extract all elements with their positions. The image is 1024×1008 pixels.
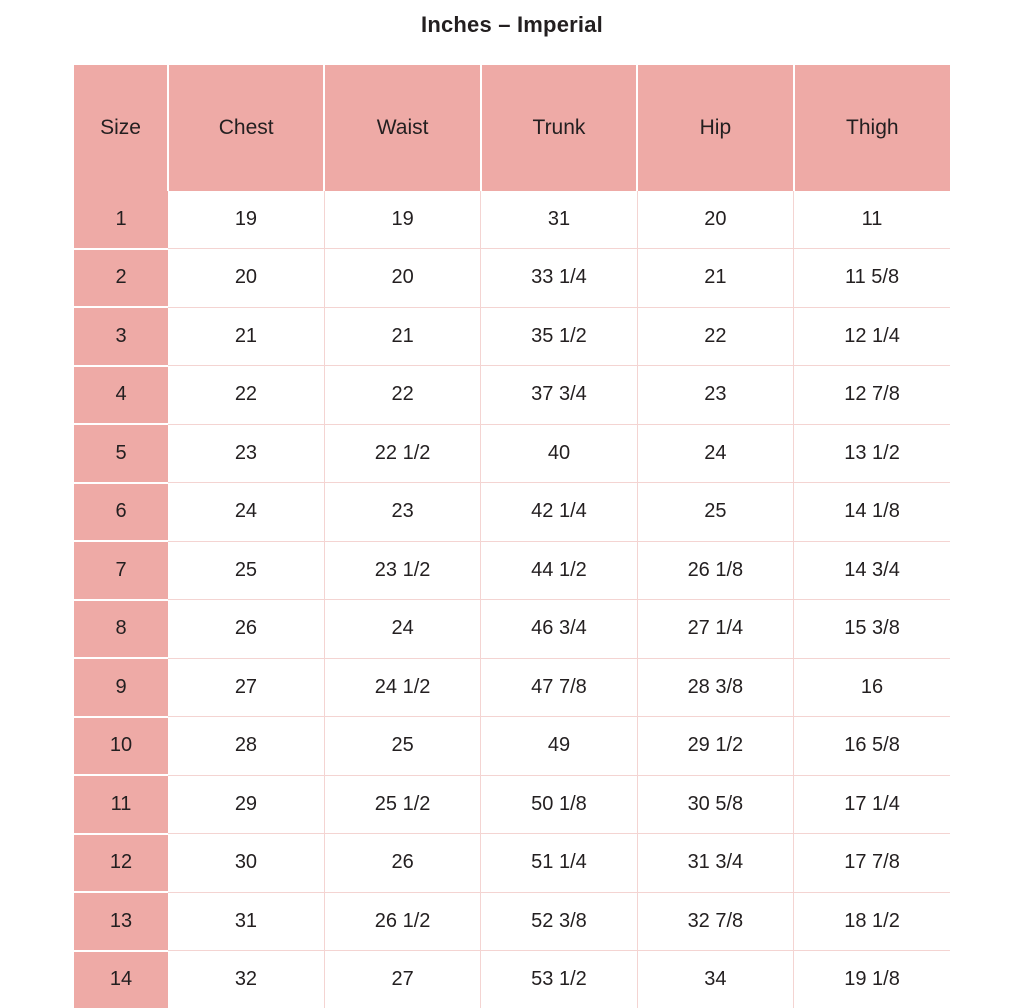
cell-waist: 23 1/2	[324, 541, 480, 600]
cell-trunk: 44 1/2	[481, 541, 637, 600]
cell-thigh: 12 7/8	[794, 366, 950, 425]
table-row	[74, 307, 950, 366]
table-row	[74, 424, 950, 483]
cell-hip: 32 7/8	[637, 892, 793, 951]
cell-size: 1	[74, 191, 168, 249]
table-row	[74, 249, 950, 308]
cell-size: 14	[74, 951, 168, 1008]
cell-chest: 28	[168, 717, 324, 776]
cell-chest: 26	[168, 600, 324, 659]
table-header-row	[74, 65, 950, 191]
cell-thigh: 14 3/4	[794, 541, 950, 600]
cell-thigh: 18 1/2	[794, 892, 950, 951]
cell-hip: 31 3/4	[637, 834, 793, 893]
cell-hip: 24	[637, 424, 793, 483]
cell-hip: 27 1/4	[637, 600, 793, 659]
cell-chest: 21	[168, 307, 324, 366]
size-chart-table	[74, 65, 950, 1008]
cell-thigh: 12 1/4	[794, 307, 950, 366]
column-header-hip: Hip	[637, 65, 793, 191]
cell-trunk: 51 1/4	[481, 834, 637, 893]
table-row	[74, 191, 950, 249]
cell-hip: 29 1/2	[637, 717, 793, 776]
table-row	[74, 775, 950, 834]
cell-waist: 22	[324, 366, 480, 425]
cell-waist: 25	[324, 717, 480, 776]
column-header-trunk: Trunk	[481, 65, 637, 191]
cell-hip: 34	[637, 951, 793, 1008]
table-header	[74, 65, 950, 191]
cell-trunk: 33 1/4	[481, 249, 637, 308]
cell-size: 3	[74, 307, 168, 366]
cell-trunk: 42 1/4	[481, 483, 637, 542]
cell-hip: 26 1/8	[637, 541, 793, 600]
cell-waist: 23	[324, 483, 480, 542]
table-row	[74, 951, 950, 1008]
table-row	[74, 541, 950, 600]
cell-thigh: 13 1/2	[794, 424, 950, 483]
cell-size: 6	[74, 483, 168, 542]
cell-hip: 21	[637, 249, 793, 308]
cell-size: 5	[74, 424, 168, 483]
cell-thigh: 19 1/8	[794, 951, 950, 1008]
cell-thigh: 11 5/8	[794, 249, 950, 308]
cell-trunk: 47 7/8	[481, 658, 637, 717]
cell-hip: 25	[637, 483, 793, 542]
cell-chest: 31	[168, 892, 324, 951]
cell-size: 7	[74, 541, 168, 600]
cell-trunk: 46 3/4	[481, 600, 637, 659]
cell-waist: 26 1/2	[324, 892, 480, 951]
cell-hip: 22	[637, 307, 793, 366]
cell-chest: 24	[168, 483, 324, 542]
cell-trunk: 40	[481, 424, 637, 483]
cell-chest: 25	[168, 541, 324, 600]
cell-waist: 24	[324, 600, 480, 659]
cell-waist: 25 1/2	[324, 775, 480, 834]
cell-thigh: 14 1/8	[794, 483, 950, 542]
table-row	[74, 366, 950, 425]
cell-size: 9	[74, 658, 168, 717]
cell-chest: 22	[168, 366, 324, 425]
cell-hip: 20	[637, 191, 793, 249]
cell-trunk: 52 3/8	[481, 892, 637, 951]
cell-size: 2	[74, 249, 168, 308]
cell-waist: 26	[324, 834, 480, 893]
cell-hip: 28 3/8	[637, 658, 793, 717]
table-row	[74, 483, 950, 542]
cell-thigh: 15 3/8	[794, 600, 950, 659]
cell-hip: 23	[637, 366, 793, 425]
cell-chest: 30	[168, 834, 324, 893]
column-header-size: Size	[74, 65, 168, 191]
cell-waist: 27	[324, 951, 480, 1008]
cell-chest: 23	[168, 424, 324, 483]
cell-trunk: 53 1/2	[481, 951, 637, 1008]
column-header-waist: Waist	[324, 65, 480, 191]
cell-thigh: 17 7/8	[794, 834, 950, 893]
cell-chest: 29	[168, 775, 324, 834]
cell-thigh: 16	[794, 658, 950, 717]
table-row	[74, 600, 950, 659]
column-header-chest: Chest	[168, 65, 324, 191]
cell-waist: 24 1/2	[324, 658, 480, 717]
cell-trunk: 50 1/8	[481, 775, 637, 834]
cell-size: 11	[74, 775, 168, 834]
cell-thigh: 16 5/8	[794, 717, 950, 776]
cell-size: 13	[74, 892, 168, 951]
cell-chest: 20	[168, 249, 324, 308]
cell-size: 4	[74, 366, 168, 425]
table-row	[74, 717, 950, 776]
cell-hip: 30 5/8	[637, 775, 793, 834]
table-body	[74, 191, 950, 1008]
cell-waist: 19	[324, 191, 480, 249]
cell-chest: 32	[168, 951, 324, 1008]
page-title: Inches – Imperial	[0, 0, 1024, 38]
size-chart-table-container	[74, 65, 950, 1008]
table-row	[74, 658, 950, 717]
cell-waist: 21	[324, 307, 480, 366]
cell-trunk: 31	[481, 191, 637, 249]
cell-trunk: 37 3/4	[481, 366, 637, 425]
cell-trunk: 49	[481, 717, 637, 776]
cell-waist: 22 1/2	[324, 424, 480, 483]
cell-size: 10	[74, 717, 168, 776]
cell-size: 12	[74, 834, 168, 893]
cell-chest: 27	[168, 658, 324, 717]
cell-size: 8	[74, 600, 168, 659]
cell-chest: 19	[168, 191, 324, 249]
cell-waist: 20	[324, 249, 480, 308]
table-row	[74, 834, 950, 893]
column-header-thigh: Thigh	[794, 65, 950, 191]
cell-trunk: 35 1/2	[481, 307, 637, 366]
cell-thigh: 11	[794, 191, 950, 249]
table-row	[74, 892, 950, 951]
cell-thigh: 17 1/4	[794, 775, 950, 834]
